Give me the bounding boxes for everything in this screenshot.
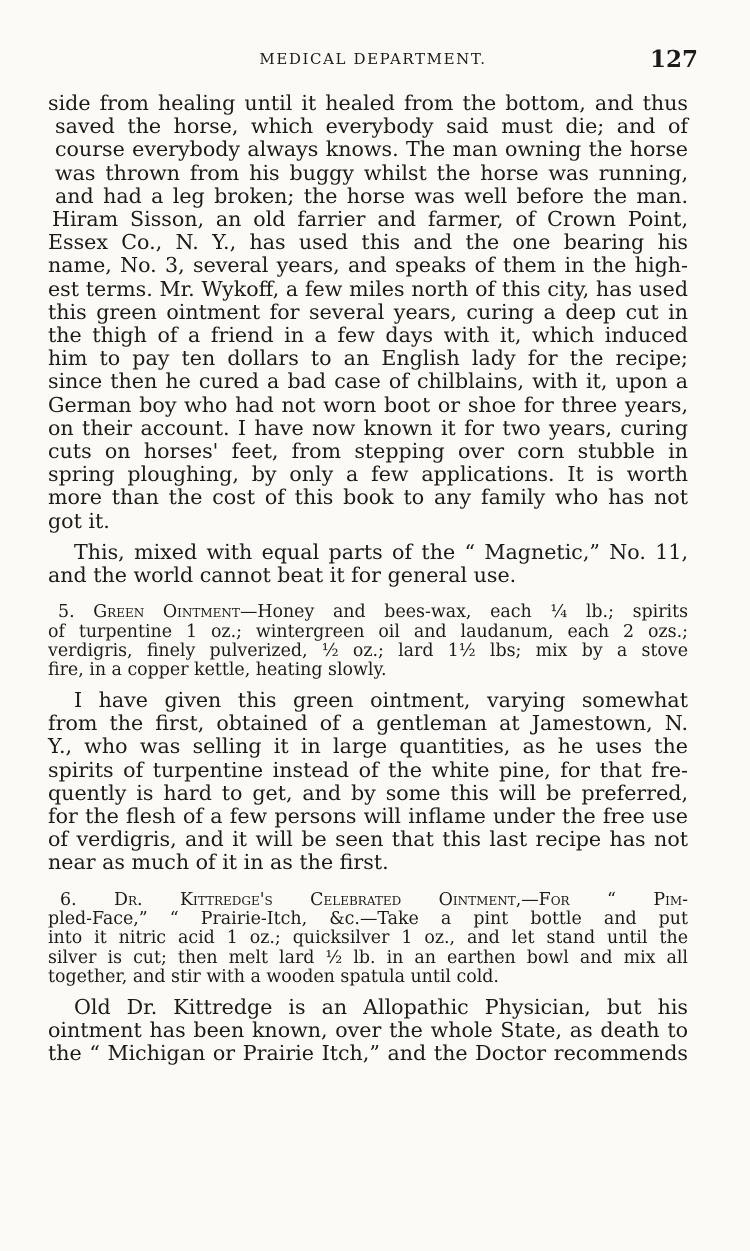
recipe-number: 5. [58,602,75,623]
text-line: est terms. Mr. Wykoff, a few miles north of this city, has used [48,276,688,301]
text-line: name, No. 3, several years, and speaks of them in the high- [48,253,688,278]
recipe-heading-line [48,603,688,622]
recipe-kittredge-ointment [48,891,688,988]
text-line: side from healing until it healed from the bottom, and thus [48,91,688,115]
text-line: I have given this green ointment, varying somewhat [74,687,688,712]
text-line: this green ointment for several years, curing a deep cut in [48,299,688,324]
recipe-line: together, and stir with a wooden spatula until cold. [48,967,499,988]
text-line: since then he cured a bad case of chilblains, with it, upon a [48,369,688,394]
text-line: Y., who was selling it in large quantities, as he uses the [48,734,688,759]
text-line: Old Dr. Kittredge is an Allopathic Physician, but his [74,994,688,1019]
text-line: and the world cannot beat it for general use. [48,563,517,588]
recipe-title: Dr. Kittredge's Celebrated Ointment,—For “ Pim- [114,889,688,910]
text-line: more than the cost of this book to any family who has not [48,485,688,510]
page-header [48,46,698,74]
recipe-line: into it nitric acid 1 oz.; quicksilver 1 oz., and let stand until the [48,928,688,949]
text-line: ointment has been known, over the whole State, as death to [48,1017,688,1042]
text-line: cuts on horses' feet, from stepping over corn stubble in [48,439,688,464]
text-line: of verdigris, and it will be seen that this last recipe has not [48,827,688,852]
paragraph-kittredge [48,996,688,1066]
text-line: spring ploughing, by only a few applications. It is worth [48,462,688,487]
recipe-line: verdigris, finely pulverized, ½ oz.; lard 1½ lbs; mix by a stove [48,641,688,662]
text-line: German boy who had not worn boot or shoe for three years, [48,392,688,417]
text-line: was thrown from his buggy whilst the horse was running, [55,160,688,185]
text-line: Essex Co., N. Y., has used this and the one bearing his [48,230,688,255]
text-line: Hiram Sisson, an old farrier and farmer, of Crown Point, [52,207,688,232]
running-head: MEDICAL DEPARTMENT. [259,50,487,68]
recipe-title: Green Ointment [93,602,240,623]
text-line: him to pay ten dollars to an English lady for the recipe; [48,346,688,371]
text-line: the “ Michigan or Prairie Itch,” and the Doctor recommends [48,1040,688,1065]
recipe-line: of turpentine 1 oz.; wintergreen oil and laudanum, each 2 ozs.; [48,621,688,642]
recipe-line: pled-Face,” “ Prairie-Itch, &c.—Take a pint bottle and put [48,908,688,929]
page-body [48,92,688,1065]
recipe-line: fire, in a copper kettle, heating slowly. [48,660,387,681]
text-line: quently is hard to get, and by some this will be preferred, [48,780,688,805]
text-line: on their account. I have now known it for two years, curing [48,415,688,440]
text-line: saved the horse, which everybody said must die; and of [55,114,688,139]
text-line: for the flesh of a few persons will inflame under the free use [48,803,688,828]
paragraph-sisson-testimony [48,92,688,533]
recipe-heading-line [48,891,688,910]
page-number: 127 [649,46,698,73]
text-line: This, mixed with equal parts of the “ Magnetic,” No. 11, [74,539,688,564]
text-line: the thigh of a friend in a few days with it, which induced [48,323,688,348]
text-line: got it. [48,508,110,533]
recipe-line: silver is cut; then melt lard ½ lb. in an earthen bowl and mix all [48,947,688,968]
recipe-green-ointment [48,603,688,681]
text-line: course everybody always knows. The man owning the horse [55,137,688,162]
text-line: from the first, obtained of a gentleman at Jamestown, N. [48,711,688,736]
paragraph-jamestown [48,689,688,875]
recipe-text: —Honey and bees-wax, each ¼ lb.; spirits [239,602,689,623]
recipe-number: 6. [60,889,77,910]
text-line: spirits of turpentine instead of the white pine, for that fre- [48,757,688,782]
text-line: and had a leg broken; the horse was well before the man. [55,183,688,208]
paragraph-magnetic-mix [48,541,688,587]
text-line: near as much of it in as the first. [48,850,389,875]
